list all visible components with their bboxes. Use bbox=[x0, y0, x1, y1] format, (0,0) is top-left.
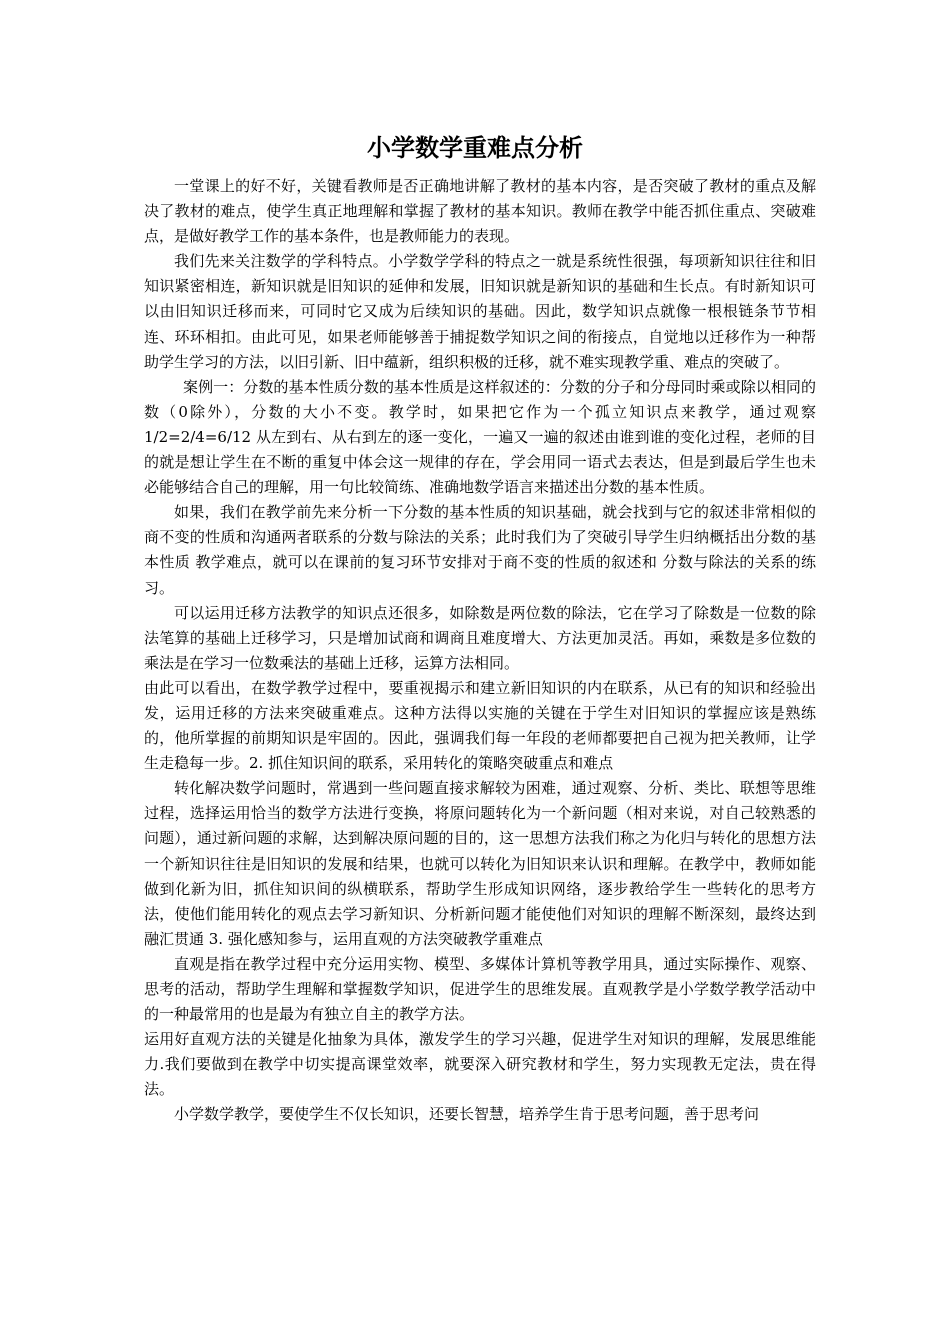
paragraph-4: 如果，我们在教学前先来分析一下分数的基本性质的知识基础，就会找到与它的叙述非常相似的商不变的性质和沟通两者联系的分数与除法的关系；此时我们为了突破引导学生归纳概括出分数的基本性质 教学难点，就可以在课前的复习环节安排对于商不变的性质的叙述和 分数与除法的关系的练习。 bbox=[144, 503, 816, 597]
paragraph-6: 由此可以看出，在数学教学过程中，要重视揭示和建立新旧知识的内在联系，从已有的知识和经验出发，运用迁移的方法来突破重难点。这种方法得以实施的关键在于学生对旧知识的掌握应该是熟练的，他所掌握的前期知识是牢固的。因此，强调我们每一年段的老师都要把自己视为把关教师，让学生走稳每一步。2. 抓住知识间的联系，采用转化的策略突破重点和难点 bbox=[144, 678, 816, 773]
paragraph-8: 直观是指在教学过程中充分运用实物、模型、多媒体计算机等教学用具，通过实际操作、观察、思考的活动，帮助学生理解和掌握数学知识，促进学生的思维发展。直观教学是小学数学教学活动中的一种最常用的也是最为有独立自主的教学方法。 bbox=[144, 954, 816, 1024]
paragraph-1: 一堂课上的好不好，关键看教师是否正确地讲解了教材的基本内容，是否突破了教材的重点及解决了教材的难点，使学生真正地理解和掌握了教材的基本知识。教师在教学中能否抓住重点、突破难点，是做好教学工作的基本条件，也是教师能力的表现。 bbox=[144, 177, 816, 246]
paragraph-7: 转化解决数学问题时，常遇到一些问题直接求解较为困难，通过观察、分析、类比、联想等思维过程，选择运用恰当的数学方法进行变换，将原问题转化为一个新问题（相对来说，对自己较熟悉的问题），通过新问题的求解，达到解决原问题的目的，这一思想方法我们称之为化归与转化的思想方法一个新知识往往是旧知识的发展和结果，也就可以转化为旧知识来认识和理解。在教学中，教师如能做到化新为旧，抓住知识间的纵横联系，帮助学生形成知识网络，逐步教给学生一些转化的思考方法，使他们能用转化的观点去学习新知识、分析新问题才能使他们对知识的理解不断深刻，最终达到融汇贯通 3. 强化感知参与，运用直观的方法突破教学重难点 bbox=[144, 779, 816, 948]
paragraph-2: 我们先来关注数学的学科特点。小学数学学科的特点之一就是系统性很强，每项新知识往往和旧知识紧密相连，新知识就是旧知识的延伸和发展，旧知识就是新知识的基础和生长点。有时新知识可以由旧知识迁移而来，可同时它又成为后续知识的基础。因此，数学知识点就像一根根链条节节相连、环环相扣。由此可见，如果老师能够善于捕捉数学知识之间的衔接点，自觉地以迁移作为一种帮助学生学习的方法，以旧引新、旧中蕴新，组织积极的迁移，就不难实现教学重、难点的突破了。 bbox=[144, 252, 816, 371]
paragraph-5: 可以运用迁移方法教学的知识点还很多，如除数是两位数的除法，它在学习了除数是一位数的除法笔算的基础上迁移学习，只是增加试商和调商且难度增大、方法更加灵活。再如，乘数是多位数的乘法是在学习一位数乘法的基础上迁移，运算方法相同。 bbox=[144, 603, 816, 672]
paragraph-10: 小学数学教学，要使学生不仅长知识，还要长智慧，培养学生肯于思考问题，善于思考问 bbox=[174, 1105, 760, 1124]
paragraph-9: 运用好直观方法的关键是化抽象为具体，激发学生的学习兴趣，促进学生对知识的理解，发展思维能力.我们要做到在教学中切实提高课堂效率，就要深入研究教材和学生，努力实现教无定法，贵在得法。 bbox=[144, 1030, 816, 1099]
document-title: 小学数学重难点分析 bbox=[367, 134, 583, 162]
document-body bbox=[144, 174, 816, 1128]
paragraph-3: 案例一：分数的基本性质分数的基本性质是这样叙述的：分数的分子和分母同时乘或除以相同的数（0除外），分数的大小不变。教学时，如果把它作为一个孤立知识点来教学，通过观察 1/2=2/4=6/12 从左到右、从右到左的逐一变化，一遍又一遍的叙述由谁到谁的变化过程，老师的目的就是想让学生在不断的重复中体会这一规律的存在，学会用同一语式去表达，但是到最后学生也未必能够结合自己的理解，用一句比较简练、准确地数学语言来描述出分数的基本性质。 bbox=[144, 377, 816, 497]
